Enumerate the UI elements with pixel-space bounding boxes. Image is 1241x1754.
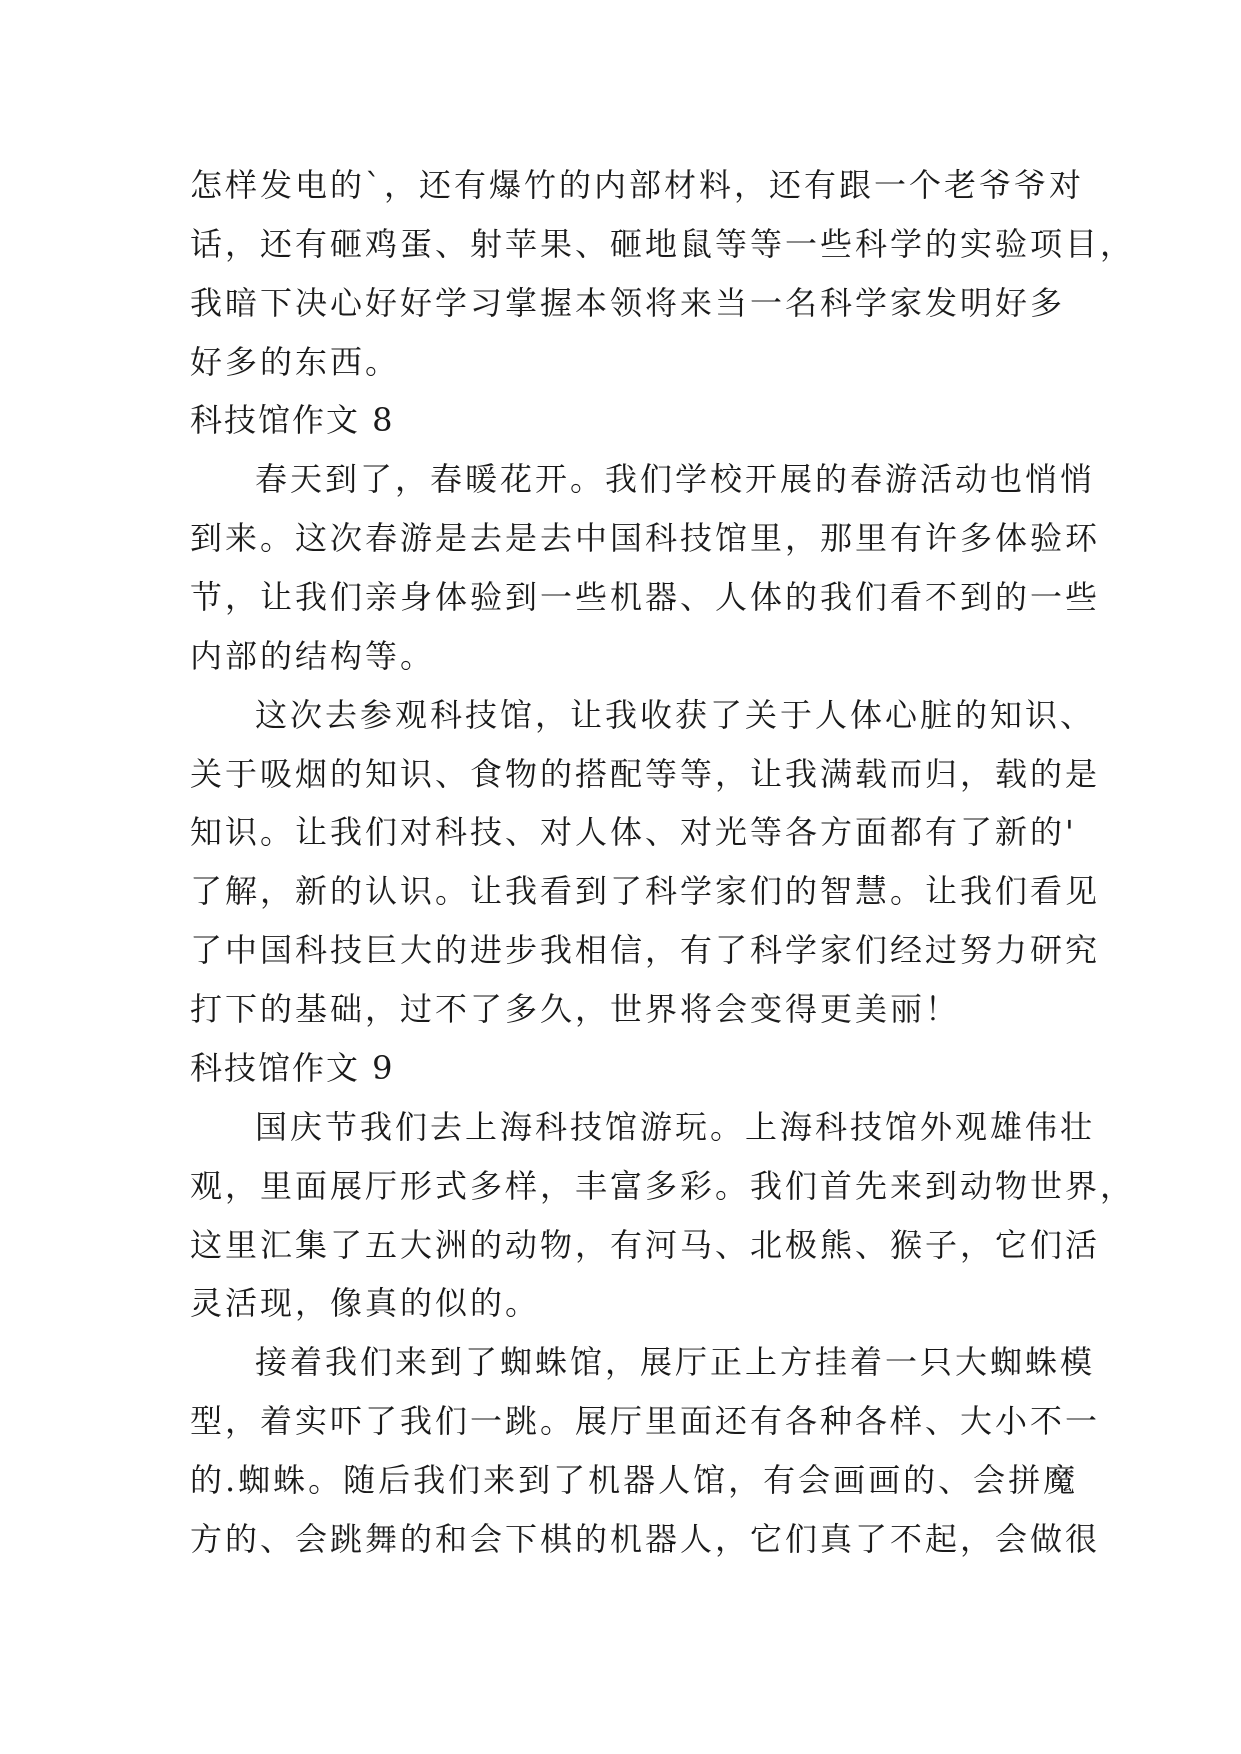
paragraph-first-line: 国庆节我们去上海科技馆游玩。上海科技馆外观雄伟壮 xyxy=(255,1108,1096,1146)
text-line: 知识。让我们对科技、对人体、对光等各方面都有了新的' xyxy=(190,813,1077,851)
text-line: 方的、会跳舞的和会下棋的机器人，它们真了不起，会做很 xyxy=(190,1520,1101,1558)
text-line: 灵活现，像真的似的。 xyxy=(190,1284,541,1322)
text-line: 了解，新的认识。让我看到了科学家们的智慧。让我们看见 xyxy=(190,872,1101,910)
text-line: 型，着实吓了我们一跳。展厅里面还有各种各样、大小不一 xyxy=(190,1402,1101,1440)
section-heading: 科技馆作文 9 xyxy=(190,1049,395,1087)
paragraph-first-line: 这次去参观科技馆，让我收获了关于人体心脏的知识、 xyxy=(255,696,1096,734)
text-line: 到来。这次春游是去是去中国科技馆里，那里有许多体验环 xyxy=(190,519,1101,557)
text-line: 好多的东西。 xyxy=(190,343,401,381)
text-line: 这里汇集了五大洲的动物，有河马、北极熊、猴子，它们活 xyxy=(190,1226,1101,1264)
text-line: 关于吸烟的知识、食物的搭配等等，让我满载而归，载的是 xyxy=(190,755,1101,793)
text-line: 话，还有砸鸡蛋、射苹果、砸地鼠等等一些科学的实验项目， xyxy=(190,225,1136,263)
paragraph-first-line: 春天到了，春暖花开。我们学校开展的春游活动也悄悄 xyxy=(255,460,1096,498)
text-line: 节，让我们亲身体验到一些机器、人体的我们看不到的一些 xyxy=(190,578,1101,616)
section-heading: 科技馆作文 8 xyxy=(190,401,395,439)
text-line: 了中国科技巨大的进步我相信，有了科学家们经过努力研究 xyxy=(190,931,1101,969)
paragraph-first-line: 接着我们来到了蜘蛛馆，展厅正上方挂着一只大蜘蛛模 xyxy=(255,1343,1096,1381)
text-line: 怎样发电的`，还有爆竹的内部材料，还有跟一个老爷爷对 xyxy=(190,166,1085,204)
text-line: 我暗下决心好好学习掌握本领将来当一名科学家发明好多 xyxy=(190,284,1066,322)
text-line: 的.蜘蛛。随后我们来到了机器人馆，有会画画的、会拼魔 xyxy=(190,1461,1079,1499)
text-line: 内部的结构等。 xyxy=(190,637,436,675)
text-line: 观，里面展厅形式多样，丰富多彩。我们首先来到动物世界， xyxy=(190,1167,1136,1205)
text-line: 打下的基础，过不了多久，世界将会变得更美丽！ xyxy=(190,990,961,1028)
